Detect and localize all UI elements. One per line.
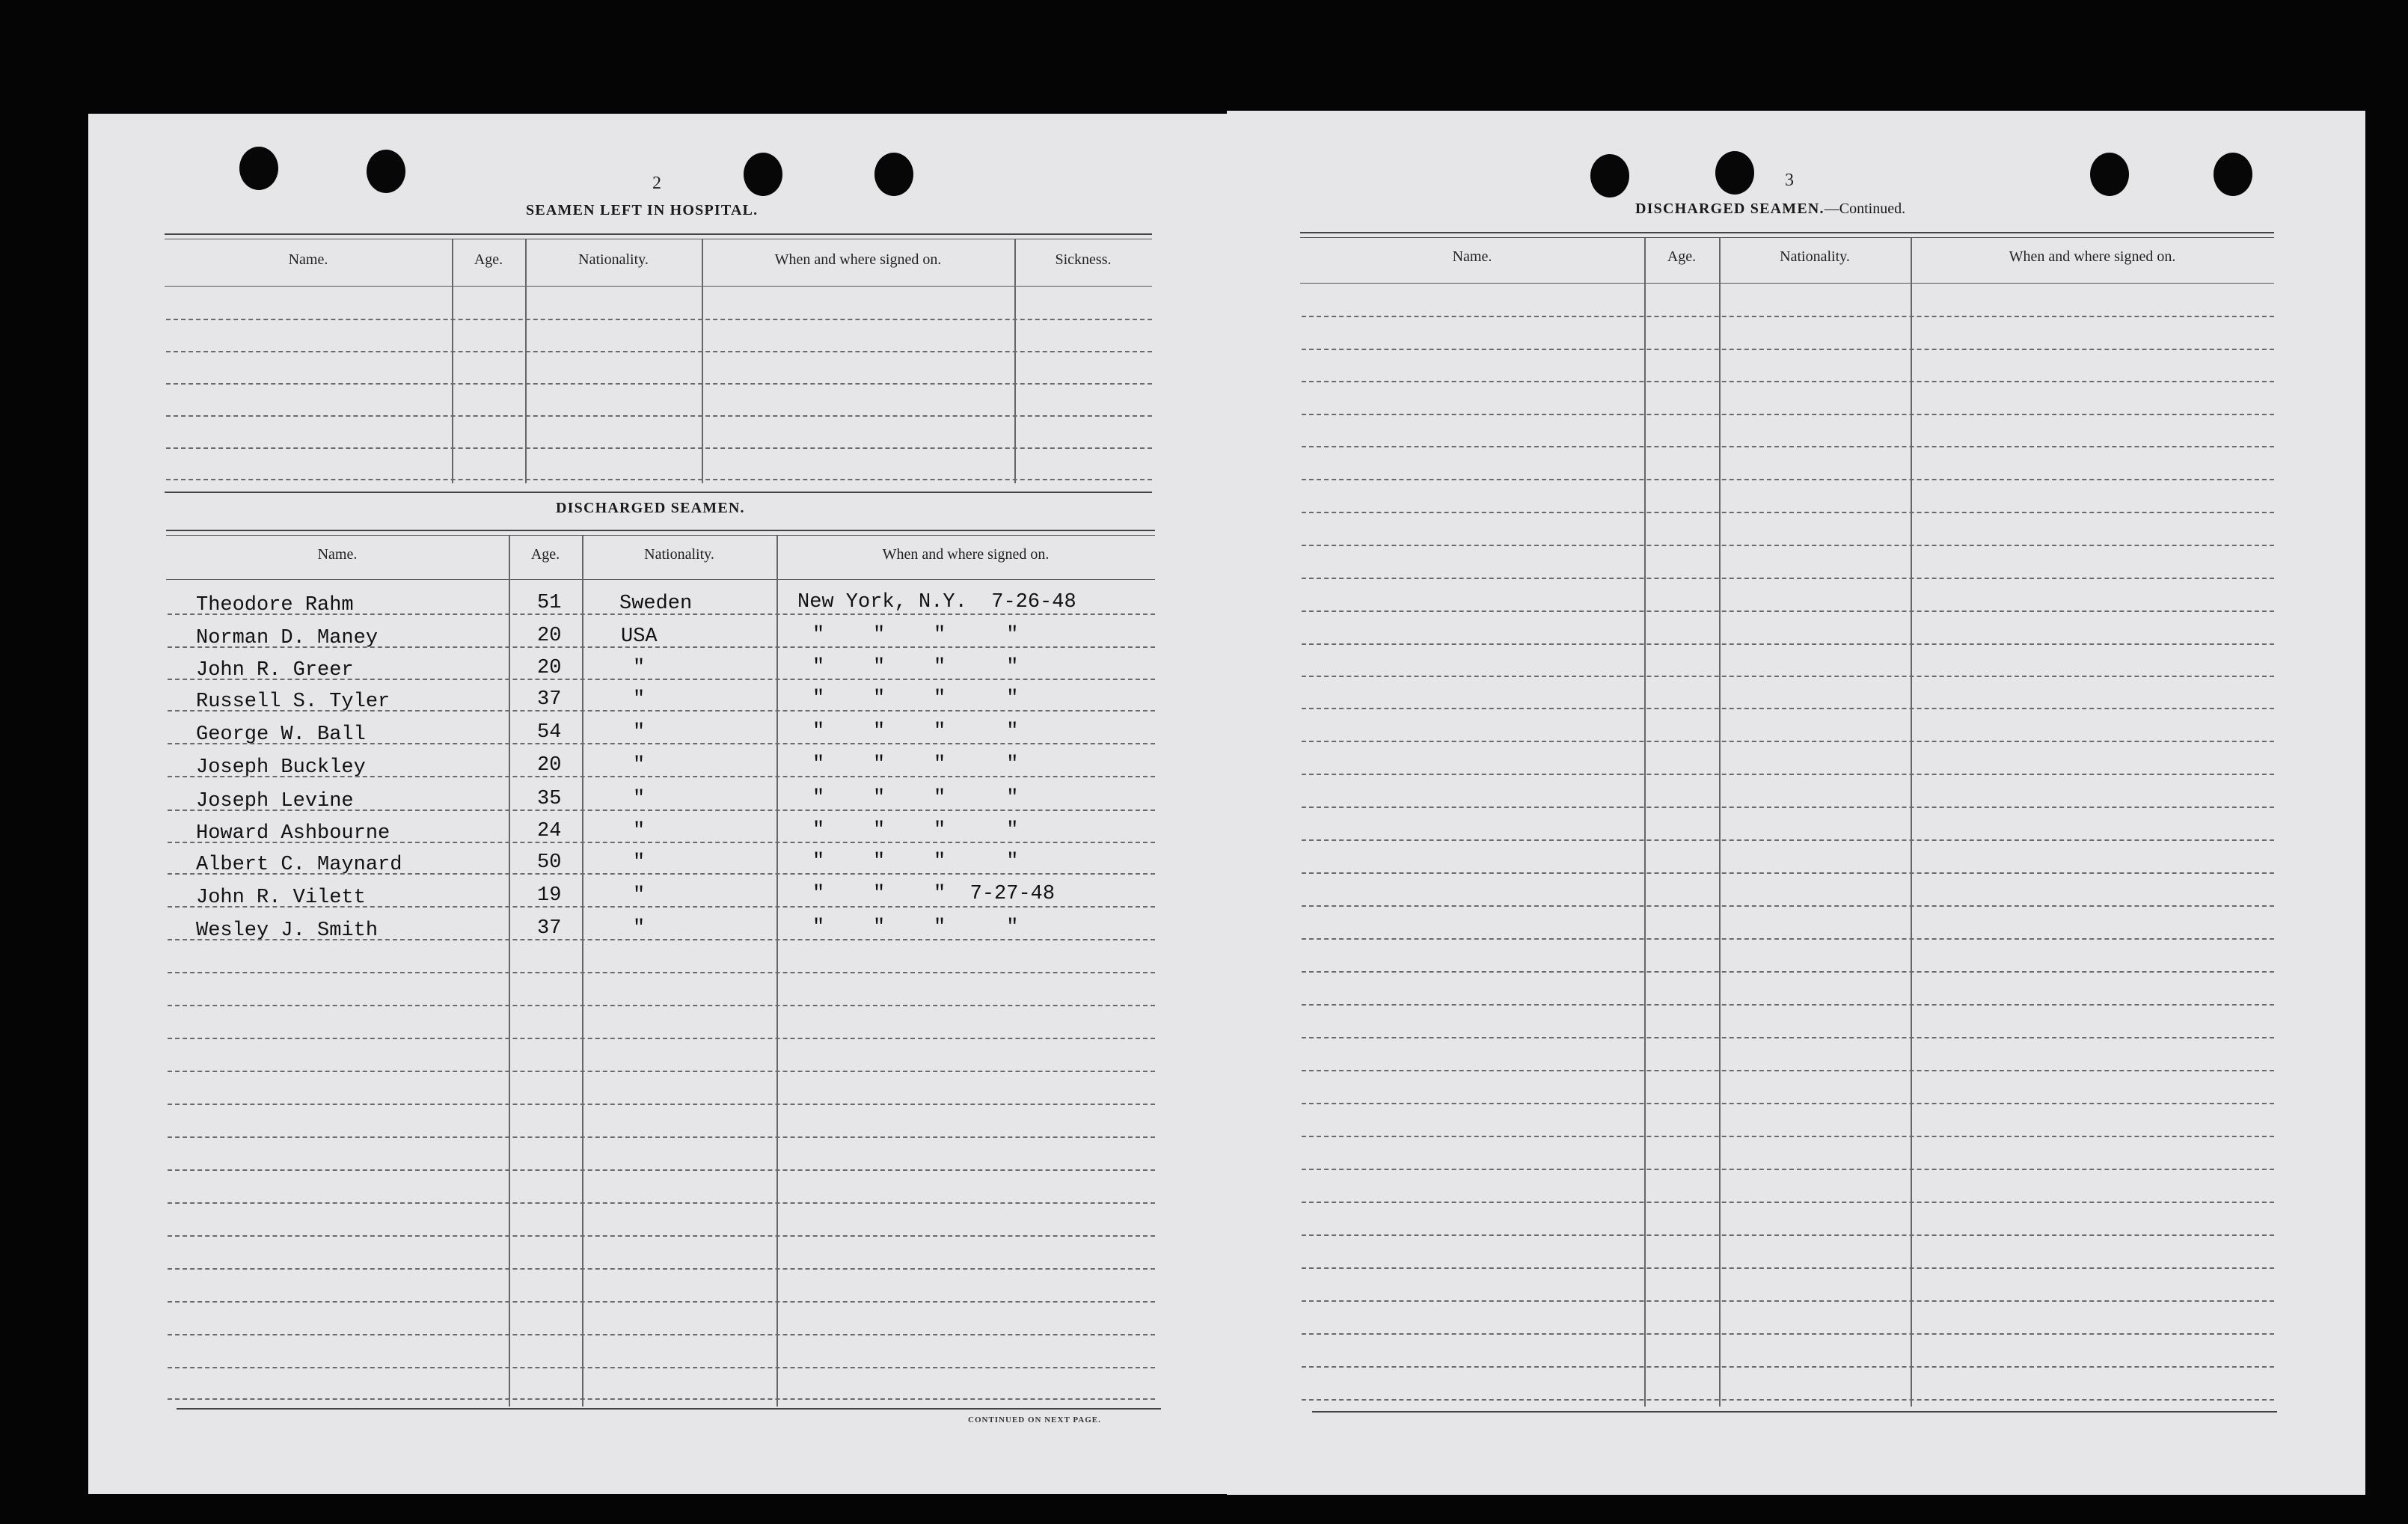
seaman-name: Theodore Rahm bbox=[196, 594, 354, 616]
page-number: 3 bbox=[1785, 171, 1794, 190]
continued-note: CONTINUED ON NEXT PAGE. bbox=[968, 1416, 1101, 1424]
entry-line bbox=[1302, 1037, 2274, 1038]
punch-hole bbox=[1590, 154, 1629, 198]
entry-line bbox=[1302, 676, 2274, 677]
seaman-signed-on: " " " " bbox=[812, 916, 1019, 939]
seaman-age: 20 bbox=[537, 754, 562, 777]
seaman-age: 35 bbox=[537, 788, 562, 810]
entry-line bbox=[166, 319, 1152, 320]
entry-line bbox=[168, 613, 1155, 615]
right-page bbox=[1227, 111, 2365, 1495]
seaman-signed-on: " " " " bbox=[812, 624, 1019, 646]
seaman-signed-on: " " " 7-27-48 bbox=[812, 883, 1056, 905]
entry-line bbox=[166, 415, 1152, 417]
discharged-col-name: Name. bbox=[317, 546, 358, 563]
rule bbox=[1312, 1411, 2277, 1413]
seaman-signed-on: " " " " bbox=[812, 753, 1019, 776]
seaman-signed-on: " " " " bbox=[812, 787, 1019, 810]
rule bbox=[166, 530, 1155, 531]
entry-line bbox=[1302, 578, 2274, 579]
seaman-nationality: USA bbox=[621, 625, 658, 648]
entry-line bbox=[1302, 1399, 2274, 1401]
col-nationality: Nationality. bbox=[1780, 248, 1850, 265]
discharged-continued-title bbox=[1635, 201, 1905, 218]
entry-line bbox=[168, 1235, 1155, 1237]
hospital-col-name: Name. bbox=[288, 251, 328, 268]
seaman-name: Joseph Levine bbox=[196, 790, 354, 813]
entry-line bbox=[1302, 1136, 2274, 1137]
entry-line bbox=[1302, 643, 2274, 645]
entry-line bbox=[168, 743, 1155, 744]
seaman-nationality: Sweden bbox=[619, 593, 693, 615]
left-page bbox=[88, 114, 1229, 1494]
entry-line bbox=[1302, 610, 2274, 612]
seaman-name: Howard Ashbourne bbox=[196, 822, 390, 845]
punch-hole bbox=[2090, 153, 2129, 196]
entry-line bbox=[1302, 545, 2274, 546]
seaman-signed-on: " " " " bbox=[812, 688, 1019, 710]
entry-line bbox=[1302, 1333, 2274, 1335]
title-suffix: —Continued. bbox=[1824, 201, 1906, 217]
entry-line bbox=[1302, 349, 2274, 350]
entry-line bbox=[1302, 1366, 2274, 1368]
seaman-nationality: " bbox=[633, 917, 646, 940]
entry-line bbox=[1302, 1070, 2274, 1071]
entry-line bbox=[1302, 1300, 2274, 1302]
entry-line bbox=[168, 1136, 1155, 1138]
discharged-section-title: DISCHARGED SEAMEN. bbox=[556, 500, 745, 516]
col-signed-on: When and where signed on. bbox=[2009, 248, 2176, 265]
entry-line bbox=[168, 1038, 1155, 1039]
entry-line bbox=[168, 646, 1155, 648]
seaman-nationality: " bbox=[633, 688, 646, 711]
seaman-name: John R. Greer bbox=[196, 659, 354, 682]
seaman-name: John R. Vilett bbox=[196, 887, 366, 909]
seaman-name: Albert C. Maynard bbox=[196, 854, 402, 876]
entry-line bbox=[1302, 446, 2274, 447]
entry-line bbox=[168, 1268, 1155, 1270]
col-age: Age. bbox=[1667, 248, 1697, 265]
rule bbox=[166, 579, 1155, 580]
seaman-name: Wesley J. Smith bbox=[196, 919, 379, 942]
seaman-signed-on: " " " " bbox=[812, 720, 1019, 743]
entry-line bbox=[168, 1169, 1155, 1171]
entry-line bbox=[168, 842, 1155, 843]
rule bbox=[165, 492, 1152, 493]
entry-line bbox=[168, 1005, 1155, 1006]
entry-line bbox=[166, 447, 1152, 449]
entry-line bbox=[1302, 872, 2274, 874]
punch-hole bbox=[744, 153, 782, 196]
entry-line bbox=[1302, 971, 2274, 973]
entry-line bbox=[1302, 905, 2274, 907]
rule bbox=[177, 1408, 1161, 1410]
col-name: Name. bbox=[1452, 248, 1492, 265]
seaman-signed-on: " " " " bbox=[812, 819, 1019, 842]
hospital-col-signed-on: When and where signed on. bbox=[774, 251, 942, 268]
rule bbox=[165, 233, 1152, 235]
entry-line bbox=[168, 1202, 1155, 1204]
entry-line bbox=[1302, 774, 2274, 775]
seaman-name: Joseph Buckley bbox=[196, 756, 366, 779]
rule bbox=[1300, 283, 2274, 284]
entry-line bbox=[168, 1398, 1155, 1400]
seaman-age: 20 bbox=[537, 625, 562, 647]
entry-line bbox=[1302, 741, 2274, 742]
seaman-name: George W. Ball bbox=[196, 723, 366, 746]
seaman-age: 24 bbox=[537, 820, 562, 842]
entry-line bbox=[1302, 708, 2274, 709]
discharged-col-age: Age. bbox=[530, 546, 560, 563]
rule bbox=[1300, 237, 2274, 238]
entry-line bbox=[1302, 316, 2274, 317]
entry-line bbox=[168, 679, 1155, 680]
hospital-col-sickness: Sickness. bbox=[1055, 251, 1112, 268]
seaman-age: 37 bbox=[537, 688, 562, 711]
entry-line bbox=[1302, 1004, 2274, 1006]
entry-line bbox=[1302, 1169, 2274, 1170]
seaman-nationality: " bbox=[633, 820, 646, 842]
entry-line bbox=[166, 351, 1152, 352]
seaman-signed-on: New York, N.Y. 7-26-48 bbox=[797, 591, 1076, 613]
seaman-signed-on: " " " " bbox=[812, 851, 1019, 873]
entry-line bbox=[1302, 479, 2274, 480]
title-text: DISCHARGED SEAMEN. bbox=[1635, 201, 1825, 217]
entry-line bbox=[1302, 1234, 2274, 1236]
seaman-nationality: " bbox=[633, 754, 646, 777]
entry-line bbox=[168, 810, 1155, 811]
column-divider bbox=[509, 536, 510, 1407]
entry-line bbox=[168, 1367, 1155, 1368]
seaman-name: Norman D. Maney bbox=[196, 627, 379, 649]
seaman-nationality: " bbox=[633, 657, 646, 679]
entry-line bbox=[168, 710, 1155, 711]
entry-line bbox=[1302, 1267, 2274, 1269]
seaman-nationality: " bbox=[633, 884, 646, 907]
punch-hole bbox=[239, 147, 278, 190]
entry-line bbox=[1302, 512, 2274, 513]
punch-hole bbox=[367, 150, 405, 193]
entry-line bbox=[1302, 938, 2274, 940]
entry-line bbox=[1302, 839, 2274, 841]
entry-line bbox=[1302, 1202, 2274, 1203]
seaman-age: 37 bbox=[537, 917, 562, 940]
entry-line bbox=[168, 906, 1155, 908]
seaman-age: 54 bbox=[537, 721, 562, 744]
punch-hole bbox=[874, 153, 913, 196]
entry-line bbox=[168, 972, 1155, 973]
page-number: 2 bbox=[652, 174, 661, 193]
seaman-age: 51 bbox=[537, 592, 562, 614]
rule bbox=[166, 535, 1155, 536]
discharged-col-nationality: Nationality. bbox=[644, 546, 714, 563]
entry-line bbox=[168, 939, 1155, 940]
seaman-age: 20 bbox=[537, 657, 562, 679]
seaman-nationality: " bbox=[633, 788, 646, 810]
seaman-name: Russell S. Tyler bbox=[196, 691, 390, 713]
entry-line bbox=[168, 776, 1155, 777]
hospital-col-age: Age. bbox=[474, 251, 503, 268]
punch-hole bbox=[1715, 151, 1754, 195]
seaman-nationality: " bbox=[633, 721, 646, 744]
entry-line bbox=[166, 383, 1152, 385]
seaman-age: 50 bbox=[537, 851, 562, 874]
seaman-age: 19 bbox=[537, 884, 562, 907]
hospital-col-nationality: Nationality. bbox=[578, 251, 649, 268]
seaman-nationality: " bbox=[633, 851, 646, 874]
seaman-signed-on: " " " " bbox=[812, 656, 1019, 679]
hospital-section-title: SEAMEN LEFT IN HOSPITAL. bbox=[526, 202, 759, 218]
punch-hole bbox=[2214, 153, 2252, 196]
entry-line bbox=[168, 873, 1155, 875]
entry-line bbox=[1302, 1103, 2274, 1104]
entry-line bbox=[1302, 807, 2274, 808]
entry-line bbox=[168, 1301, 1155, 1303]
entry-line bbox=[1302, 414, 2274, 415]
discharged-col-signed-on: When and where signed on. bbox=[882, 546, 1050, 563]
entry-line bbox=[168, 1334, 1155, 1335]
entry-line bbox=[168, 1104, 1155, 1105]
entry-line bbox=[168, 1071, 1155, 1072]
entry-line bbox=[166, 479, 1152, 480]
rule bbox=[165, 286, 1152, 287]
rule bbox=[1300, 232, 2274, 233]
entry-line bbox=[1302, 381, 2274, 382]
column-divider bbox=[582, 536, 583, 1407]
column-divider bbox=[776, 536, 778, 1407]
